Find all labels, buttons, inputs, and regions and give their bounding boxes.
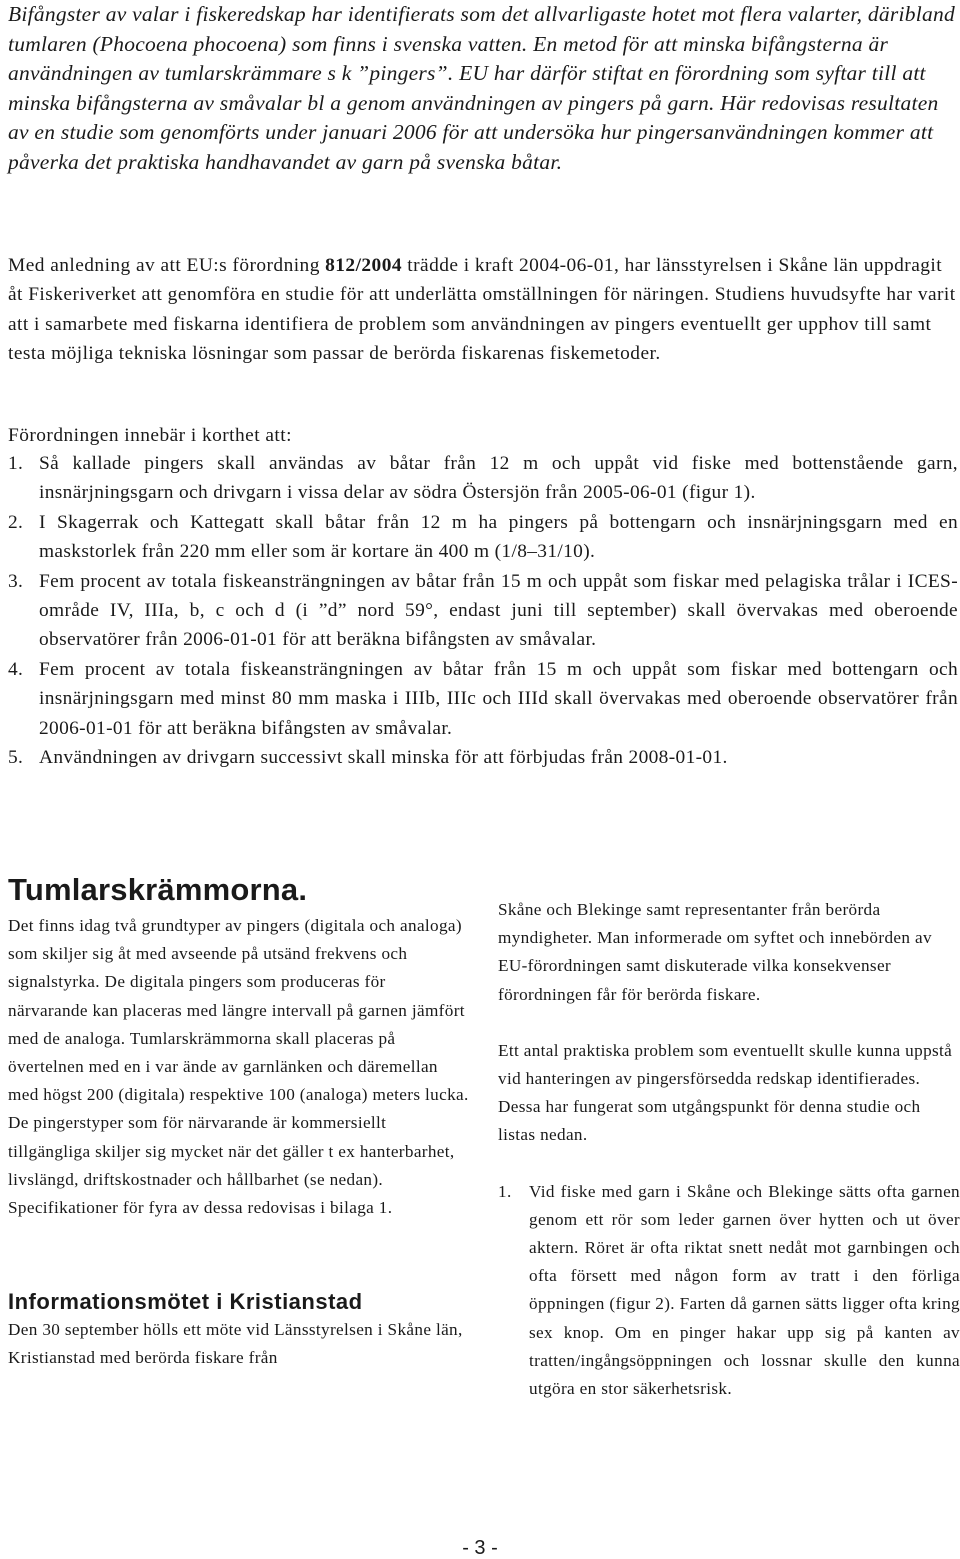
regulation-item-text: Användningen av drivgarn successivt skall minska för att förbjudas från 2008-01-01.: [39, 747, 728, 769]
regulation-item-text: Så kallade pingers skall användas av båtar från 12 m och uppåt vid fiske med bottenstående garn, insnärjningsgarn och drivgarn i vissa delar av södra Östersjön från 2005-06-01 (figur 1).: [39, 453, 958, 504]
regulation-lead: Förordningen innebär i korthet att:: [8, 425, 292, 446]
left-column: [8, 870, 470, 1373]
regulation-number: 812/2004: [325, 255, 402, 276]
intro-text-before: Med anledning av att EU:s förordning: [8, 255, 326, 276]
intro-text-after: trädde i kraft 2004-06-01, har länsstyrelsen i Skåne län uppdragit åt Fiskeriverket att genomföra en studie för att underlätta omställningen för näringen. Studiens huvudsyfte har varit att i samarbete med fiskarna identifiera de problem som användningen av pingers eventuellt ger upphov till samt testa möjliga tekniska lösningar som passar de berörda fiskarenas fiskemetoder.: [8, 255, 956, 365]
problem-item: [498, 1178, 960, 1404]
problem-item-text: Vid fiske med garn i Skåne och Blekinge sätts ofta garnen genom ett rör som leder garnen över hytten och ut över aktern. Röret är ofta riktat snett nedåt mot garnbingen och ofta försett med någon form av tratt i den förliga öppningen (figur 2). Farten då garnen sätts ligger ofta kring sex knop. Om en pinger hakar upp sig på kanten av tratten/ingångsöppningen och lossnar skulle den kunna utgöra en stor säkerhetsrisk.: [529, 1181, 960, 1399]
regulation-item: [8, 743, 958, 772]
intro-paragraph: [8, 251, 956, 369]
pinger-types-paragraph: Det finns idag två grundtyper av pingers (digitala och analoga) som skiljer sig åt med avseende på utsänd frekvens och signalstyrka. De digitala pingers som produceras för närvarande kan placeras med längre intervall på garnen jämfört med de analoga. Tumlarskrämmorna skall placeras på övertelnen med en i var ände av garnlänken och däremellan med högst 200 (digitala) respektive 100 (analoga) meters lucka. De pingerstyper som för närvarande är kommersiellt tillgängliga skiljer sig mycket när det gäller t ex hanterbarhet, livslängd, driftskostnader och hållbarhet (se nedan). Specifikationer för fyra av dessa redovisas i bilaga 1.: [8, 916, 469, 1218]
regulation-list: [8, 449, 958, 772]
problem-item-number: 1.: [498, 1181, 512, 1201]
regulation-item-number: 4.: [8, 658, 24, 680]
problems-list: [498, 1178, 960, 1404]
regulation-item-number: 2.: [8, 511, 24, 533]
regulation-item-text: I Skagerrak och Kattegatt skall båtar från 12 m ha pingers på bottengarn och insnärjningsgarn med en maskstorlek från 220 mm eller som är kortare än 400 m (1/8–31/10).: [39, 511, 958, 563]
problems-paragraph: Ett antal praktiska problem som eventuellt skulle kunna uppstå vid hanteringen av pingersförsedda redskap identifierades. Dessa har fungerat som utgångspunkt för denna studie och listas nedan.: [498, 1040, 953, 1145]
regulation-item-number: 3.: [8, 570, 24, 592]
meeting-continued-paragraph: Skåne och Blekinge samt representanter från berörda myndigheter. Man informerade om syftet och innebörden av EU-förordningen samt diskuterade vilka konsekvenser förordningen får för berörda fiskare.: [498, 900, 932, 1004]
regulation-item-text: Fem procent av totala fiskeansträngningen av båtar från 15 m och uppåt som fiskar med bottengarn och insnärjningsgarn med minst 80 mm maska i IIIb, IIIc och IIId skall övervakas med oberoende observatörer från 2006-01-01 för att beräkna bifångsten av småvalar.: [39, 658, 958, 739]
regulation-item-number: 1.: [8, 453, 24, 474]
regulation-item: [8, 567, 958, 655]
abstract-paragraph: Bifångster av valar i fiskeredskap har identifierats som det allvarligaste hotet mot flera valarter, däribland tumlaren (Phocoena phocoena) som finns i svenska vatten. En metod för att minska bifångsterna är användningen av tumlarskrämmare s k ”pingers”. EU har därför stiftat en förordning som syftar till att minska bifångsterna av småvalar bl a genom användningen av pingers på garn. Här redovisas resultaten av en studie som genomförts under januari 2006 för att undersöka hur pingersanvändningen kommer att påverka det praktiska handhavandet av garn på svenska båtar.: [8, 2, 955, 174]
regulation-item-text: Fem procent av totala fiskeansträngningen av båtar från 15 m och uppåt som fiskar med pelagiska trålar i ICES-område IV, IIIa, b, c och d (i ”d” nord 59°, endast juni till september) skall övervakas med oberoende observatörer från 2006-01-01 för att beräkna bifångsten av småvalar.: [39, 570, 958, 651]
meeting-paragraph: Den 30 september hölls ett möte vid Länsstyrelsen i Skåne län, Kristianstad med berörda fiskare från: [8, 1320, 463, 1368]
section-heading-informationsmotet: Informationsmötet i Kristianstad: [8, 1289, 363, 1315]
regulation-item: [8, 655, 958, 743]
section-heading-tumlarskrammorna: Tumlarskrämmorna.: [8, 872, 308, 907]
page-number: - 3 -: [462, 1537, 498, 1559]
regulation-item: [8, 449, 958, 508]
right-column: [498, 896, 960, 1403]
regulation-item: [8, 508, 958, 567]
regulation-item-number: 5.: [8, 747, 24, 769]
